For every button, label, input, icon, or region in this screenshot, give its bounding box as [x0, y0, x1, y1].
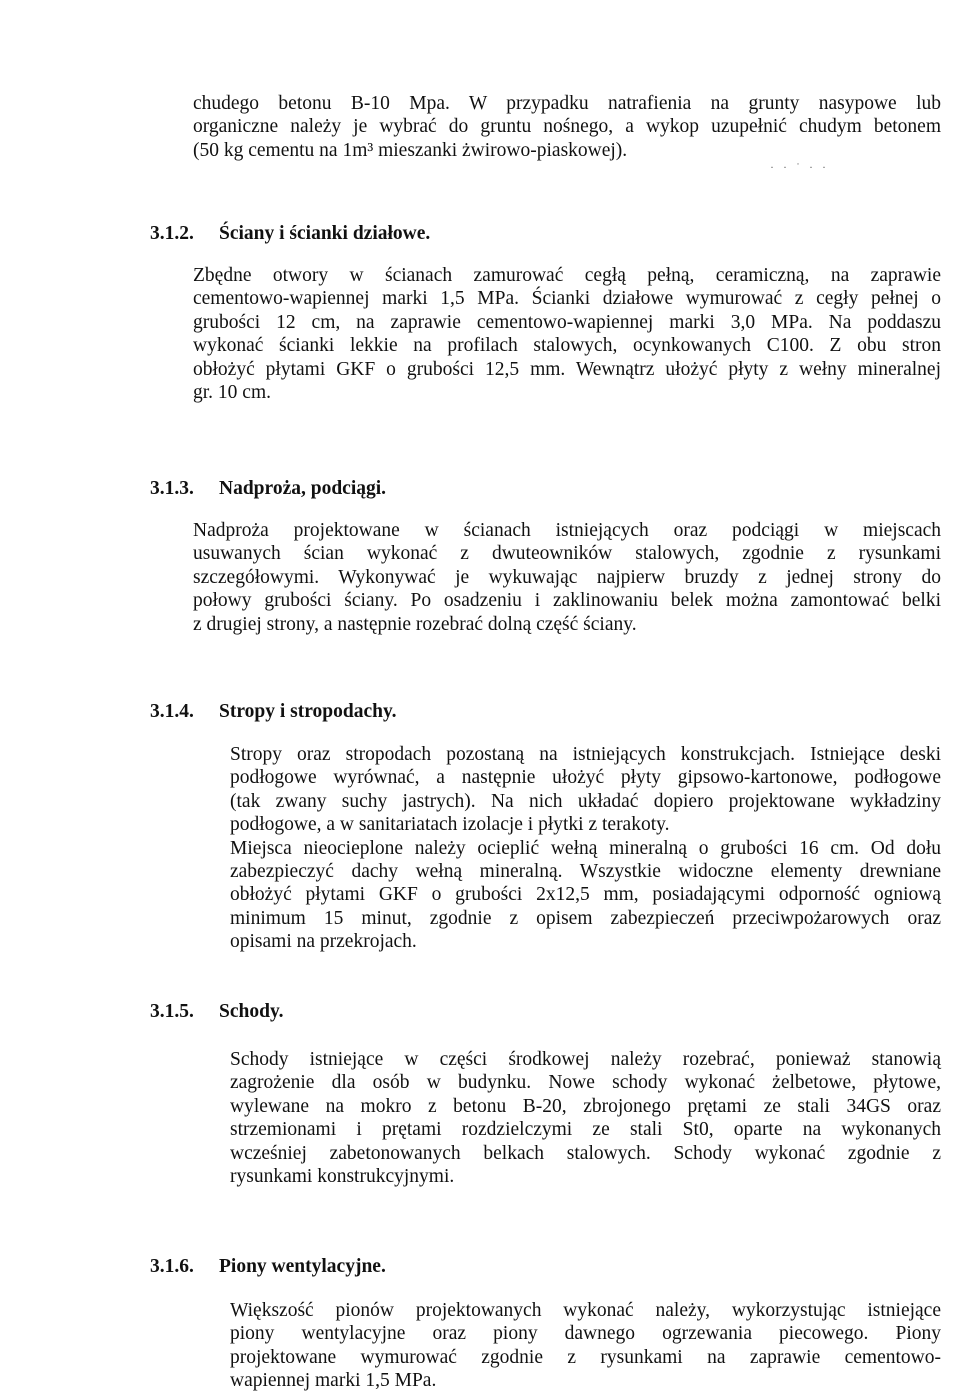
paragraph-ceilings — [230, 743, 941, 954]
text-line: wapiennej marki 1,5 MPa. — [230, 1370, 437, 1392]
section-title: Ściany i ścianki działowe. — [219, 223, 431, 244]
text-line: obłożyć płytami GKF o grubości 2x12,5 mm, posiadającymi odporność ogniową — [230, 884, 941, 906]
section-title: Piony wentylacyjne. — [219, 1256, 386, 1277]
text-line: usuwanych ścian wykonać z dwuteowników stalowych, zgodnie z rysunkami — [193, 543, 941, 565]
text-line: gr. 10 cm. — [193, 382, 271, 404]
text-line: Miejsca nieocieplone należy ocieplić wełną mineralną o grubości 16 cm. Od dołu — [230, 837, 941, 859]
section-heading-3-1-5 — [150, 1000, 284, 1024]
text-line: zagrożenie dla osób w budynku. Nowe schody wykonać żelbetowe, płytowe, — [230, 1072, 941, 1094]
text-line: Zbędne otwory w ścianach zamurować cegłą pełną, ceramiczną, na zaprawie — [193, 265, 941, 286]
text-line: Większość pionów projektowanych wykonać należy, wykorzystując istniejące — [230, 1300, 941, 1321]
text-line: połowy grubości ściany. Po osadzeniu i zaklinowaniu belek można zamontować belki — [193, 590, 941, 612]
paragraph-walls — [193, 264, 941, 404]
text-line: organiczne należy je wybrać do gruntu nośnego, a wykop uzupełnić chudym betonem — [193, 116, 941, 138]
text-line: strzemionami i prętami rozdzielczymi ze stali St0, oparte na wykonanych — [230, 1119, 941, 1141]
text-line: zabezpieczyć dachy wełną mineralną. Wszystkie widoczne elementy drewniane — [230, 861, 941, 883]
text-line: wykonać ścianki lekkie na profilach stalowych, ocynkowanych C100. Z obu stron — [193, 335, 941, 357]
paragraph-stairs — [230, 1048, 941, 1188]
text-line: Stropy oraz stropodach pozostaną na istniejących konstrukcjach. Istniejące deski — [230, 744, 941, 765]
text-line: opisami na przekrojach. — [230, 931, 417, 953]
text-line: (tak zwany suchy jastrych). Na nich układać dopiero projektowane wykładziny — [230, 790, 941, 812]
section-heading-3-1-3 — [150, 477, 386, 501]
section-title: Nadproża, podciągi. — [219, 478, 387, 499]
paragraph-lintels — [193, 519, 941, 636]
section-title: Schody. — [219, 1001, 284, 1022]
text-line: z drugiej strony, a następnie rozebrać dolną część ściany. — [193, 613, 637, 635]
text-line: chudego betonu B-10 Mpa. W przypadku natrafienia na grunty nasypowe lub — [193, 93, 941, 114]
text-line: wcześniej zabetonowanych belkach stalowych. Schody wykonać zgodnie z — [230, 1142, 941, 1164]
paragraph-vents — [230, 1299, 941, 1393]
text-line: Schody istniejące w części środkowej należy rozebrać, ponieważ stanowią — [230, 1049, 941, 1070]
text-line: obłożyć płytami GKF o grubości 12,5 mm. Wewnątrz ułożyć płyty z wełny mineralnej — [193, 358, 941, 380]
text-line: podłogowe wyrównać, a następnie ułożyć płyty gipsowo-kartonowe, podłogowe — [230, 767, 941, 789]
text-line: Nadproża projektowane w ścianach istniejących oraz podciągi w miejscach — [193, 520, 941, 541]
text-line: szczegółowymi. Wykonywać je wykuwając najpierw bruzdy z jednej strony do — [193, 566, 941, 588]
section-number: 3.1.4. — [150, 701, 194, 722]
section-heading-3-1-4 — [150, 700, 397, 724]
section-number: 3.1.2. — [150, 223, 194, 244]
text-line: piony wentylacyjne oraz piony dawnego ogrzewania piecowego. Piony — [230, 1323, 941, 1345]
text-line: (50 kg cementu na 1m³ mieszanki żwirowo-piaskowej). — [193, 139, 628, 161]
section-title: Stropy i stropodachy. — [219, 701, 397, 722]
section-heading-3-1-6 — [150, 1255, 386, 1279]
text-line: cementowo-wapiennej marki 1,5 MPa. Ścianki działowe wymurować z cegły pełnej o — [193, 288, 941, 310]
text-line: projektowane wymurować zgodnie z rysunkami na zaprawie cementowo- — [230, 1346, 941, 1368]
text-line: rysunkami konstrukcyjnymi. — [230, 1166, 455, 1188]
section-number: 3.1.3. — [150, 478, 194, 499]
text-line: grubości 12 cm, na zaprawie cementowo-wapiennej marki 3,0 MPa. Na poddaszu — [193, 311, 941, 333]
text-line: minimum 15 minut, zgodnie z opisem zabezpieczeń przeciwpożarowych oraz — [230, 907, 941, 929]
section-number: 3.1.6. — [150, 1256, 194, 1277]
scan-specks: · · ˙ · · — [770, 160, 829, 174]
text-line: podłogowe, a w sanitariatach izolacje i płytki z terakoty. — [230, 814, 670, 836]
text-line: wylewane na mokro z betonu B-20, zbrojonego prętami ze stali 34GS oraz — [230, 1095, 941, 1117]
section-number: 3.1.5. — [150, 1001, 194, 1022]
paragraph-foundation-continuation — [193, 92, 941, 162]
section-heading-3-1-2 — [150, 222, 430, 246]
